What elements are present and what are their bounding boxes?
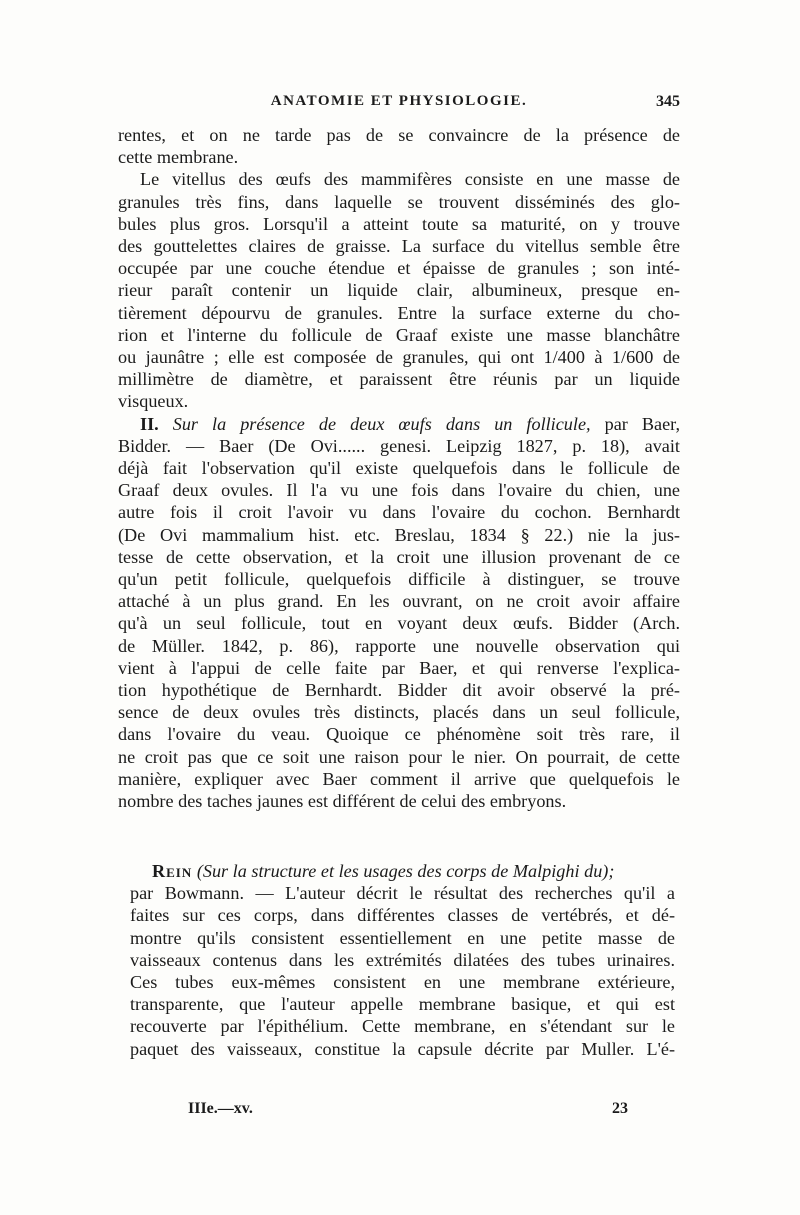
section-title: Sur la présence de deux œufs dans un follicule, <box>172 413 591 434</box>
section-title: (Sur la structure et les usages des corps de Malpighi du); <box>196 861 615 881</box>
text-line: des gouttelettes claires de graisse. La surface du vitellus semble être <box>118 236 680 257</box>
text-line: tièrement dépourvu de granules. Entre la surface externe du cho- <box>118 302 680 323</box>
text-line: montre qu'ils consistent essentiellement en une petite masse de <box>130 927 675 948</box>
text-line: rentes, et on ne tarde pas de se convaincre de la présence de <box>118 125 680 145</box>
text-line: qu'à un seul follicule, tout en voyant deux œufs. Bidder (Arch. <box>118 613 680 634</box>
text-line: autre fois il croit l'avoir vu dans l'ovaire du cochon. Bernhardt <box>118 502 680 523</box>
text-line <box>130 860 675 882</box>
text-line: nombre des taches jaunes est différent de celui des embryons. <box>118 791 567 812</box>
text-line: Graaf deux ovules. Il l'a vu une fois dans l'ovaire du chien, une <box>118 480 680 501</box>
paragraph-two-ova <box>118 413 680 813</box>
text-line: ne croit pas que ce soit une raison pour le nier. On pourrait, de cette <box>118 746 680 767</box>
text-line: attaché à un plus grand. En les ouvrant, on ne croit avoir affaire <box>118 591 680 612</box>
text-line: millimètre de diamètre, et paraissent être réunis par un liquide <box>118 369 680 390</box>
text-line: par Bowmann. — L'auteur décrit le résultat des recherches qu'il a <box>130 883 675 904</box>
page-footer <box>188 1100 628 1124</box>
text-line: recouverte par l'épithélium. Cette membrane, en s'étendant sur le <box>130 1016 675 1037</box>
text-line: tion hypothétique de Bernhardt. Bidder dit avoir observé la pré- <box>118 680 680 701</box>
text-line: Le vitellus des œufs des mammifères consiste en une masse de <box>140 169 680 190</box>
section-heading: Rein <box>152 861 193 881</box>
text-fragment: par Baer, <box>604 413 681 434</box>
text-line: visqueux. <box>118 391 189 412</box>
gathering-number: 23 <box>612 1100 628 1117</box>
body-text <box>118 124 680 812</box>
running-head <box>118 93 680 117</box>
text-line: paquet des vaisseaux, constitue la capsule décrite par Muller. L'é- <box>130 1038 675 1059</box>
text-line: faites sur ces corps, dans différentes classes de vertébrés, et dé- <box>130 905 675 926</box>
text-line: occupée par une couche étendue et épaisse de granules ; son inté- <box>118 258 680 279</box>
text-line <box>118 413 680 435</box>
text-line: sence de deux ovules très distincts, placés dans un seul follicule, <box>118 702 680 723</box>
text-line: cette membrane. <box>118 147 239 168</box>
page-number: 345 <box>656 93 680 110</box>
section-number: II. <box>140 413 159 434</box>
text-line: rieur paraît contenir un liquide clair, albumineux, presque en- <box>118 280 680 301</box>
text-line: ou jaunâtre ; elle est composée de granules, qui ont 1/400 à 1/600 de <box>118 347 680 368</box>
text-line: (De Ovi mammalium hist. etc. Breslau, 1834 § 22.) nie la jus- <box>118 524 680 545</box>
text-line: Bidder. — Baer (De Ovi...... genesi. Leipzig 1827, p. 18), avait <box>118 435 680 456</box>
running-head-title: ANATOMIE ET PHYSIOLOGIE. <box>270 93 528 109</box>
paragraph-kidney <box>130 860 675 1060</box>
text-line: de Müller. 1842, p. 86), rapporte une nouvelle observation qui <box>118 635 680 656</box>
paragraph-vitellus <box>118 124 680 413</box>
text-line: qu'un petit follicule, quelquefois difficile à distinguer, se trouve <box>118 569 680 590</box>
text-line: déjà fait l'observation qu'il existe quelquefois dans le follicule de <box>118 458 680 479</box>
signature-mark: IIIe.—xv. <box>188 1100 253 1117</box>
text-line: bules plus gros. Lorsqu'il a atteint toute sa maturité, on y trouve <box>118 213 680 234</box>
text-line: Ces tubes eux-mêmes consistent en une membrane extérieure, <box>130 972 675 993</box>
text-line: tesse de cette observation, et la croit une illusion provenant de ce <box>118 546 680 567</box>
text-line: rion et l'interne du follicule de Graaf existe une masse blanchâtre <box>118 324 680 345</box>
text-line: transparente, que l'auteur appelle membrane basique, et qui est <box>130 994 675 1015</box>
text-line: vaisseaux contenus dans les extrémités dilatées des tubes urinaires. <box>130 949 675 970</box>
text-line: dans l'ovaire du veau. Quoique ce phénomène soit très rare, il <box>118 724 680 745</box>
text-line: granules très fins, dans laquelle se trouvent disséminés des glo- <box>118 191 680 212</box>
text-line: manière, expliquer avec Baer comment il arrive que quelquefois le <box>118 768 680 789</box>
text-line: vient à l'appui de celle faite par Baer, et qui renverse l'explica- <box>118 657 680 678</box>
